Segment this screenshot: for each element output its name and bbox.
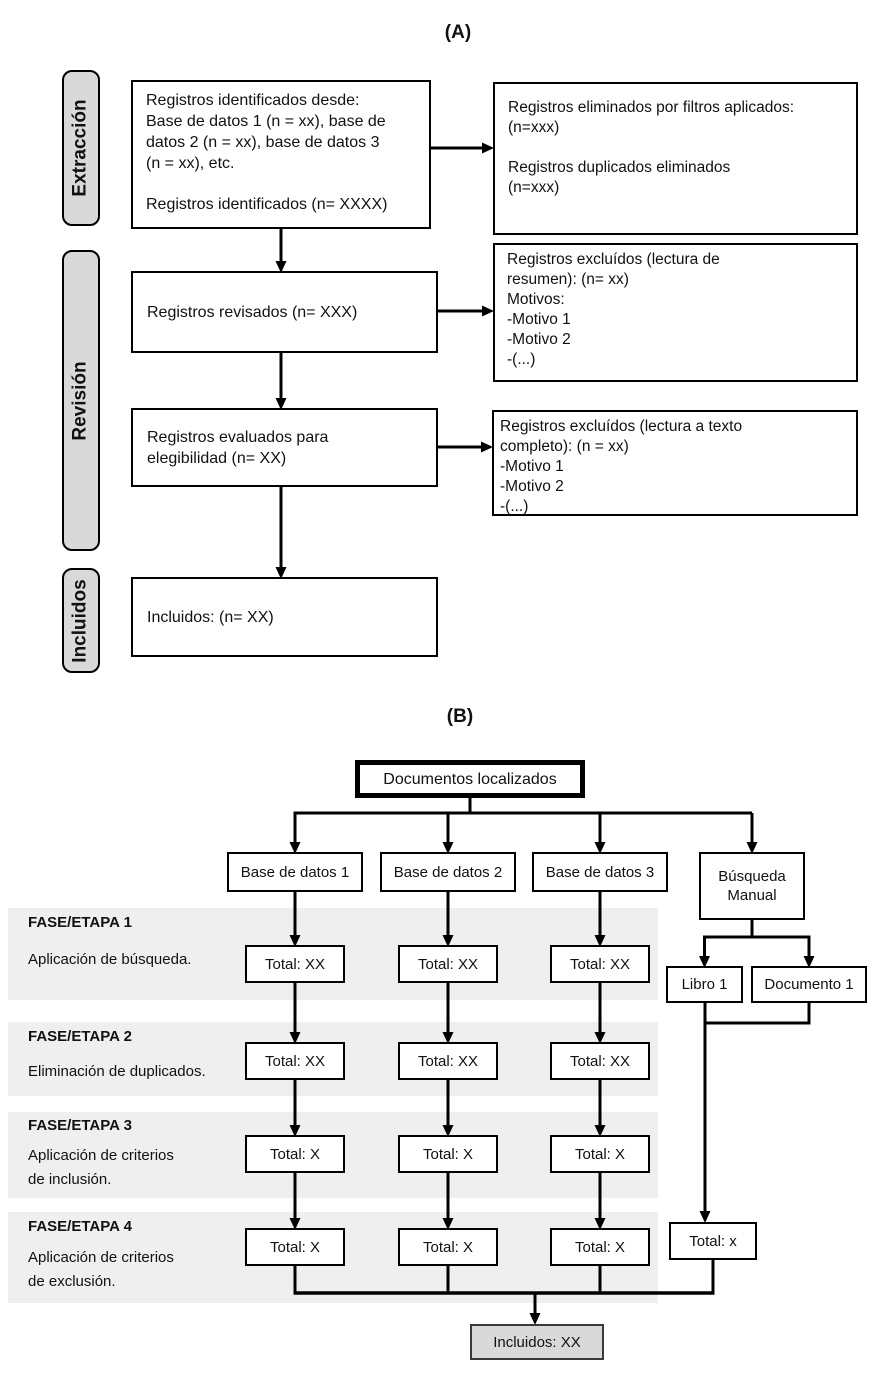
total-box-phase2-db2: [398, 1042, 498, 1080]
box-text-line: (n = xx), etc.: [146, 155, 235, 172]
box-text-line: -Motivo 1: [507, 311, 571, 328]
total-label: Total: XX: [417, 1052, 479, 1070]
total-label: Total: XX: [264, 1052, 326, 1070]
total-box-phase3-db2: [398, 1135, 498, 1173]
total-box-phase3-db3: [550, 1135, 650, 1173]
box-excluidos-texto-completo: [492, 410, 858, 516]
box-text-line: Incluidos: (n= XX): [147, 608, 274, 626]
total-box-phase4-db3: [550, 1228, 650, 1266]
database-label: Base de datos 1: [240, 863, 350, 881]
total-box-manual: [669, 1222, 757, 1260]
box-text-line: Registros excluídos (lectura de: [507, 251, 720, 268]
box-eliminados-filtros: [493, 82, 858, 235]
box-text-line: -Motivo 2: [500, 478, 564, 495]
stage-incluidos: [62, 568, 100, 673]
total-box-phase4-db1: [245, 1228, 345, 1266]
box-text-line: (n=xxx): [508, 119, 560, 136]
total-label: Total: X: [574, 1238, 626, 1256]
total-label: Total: X: [574, 1145, 626, 1163]
box-text-line: [146, 174, 417, 194]
box-documentos-localizados: [355, 760, 585, 798]
box-text-line: completo): (n = xx): [500, 438, 629, 455]
box-text-line: -Motivo 1: [500, 458, 564, 475]
phase-2-desc: Eliminación de duplicados.: [28, 1063, 206, 1080]
box-text-line: Registros duplicados eliminados: [508, 158, 731, 176]
manual-search-line: Búsqueda: [718, 868, 786, 885]
box-text-line: Motivos:: [507, 291, 565, 308]
phase-1-title: FASE/ETAPA 1: [28, 914, 132, 931]
box-text-line: [508, 138, 846, 158]
box-text-line: Base de datos 1 (n = xx), base de: [146, 113, 386, 130]
total-label: Total: XX: [264, 955, 326, 973]
box-text-line: Registros identificados desde:: [146, 92, 360, 109]
total-label: Total: x: [689, 1232, 737, 1250]
box-busqueda-manual: [699, 852, 805, 920]
phase-4-desc: [28, 1246, 174, 1294]
box-text-line: -Motivo 2: [507, 331, 571, 348]
box-text-line: Registros eliminados por filtros aplicados:: [508, 99, 795, 116]
phase-3-title: FASE/ETAPA 3: [28, 1117, 132, 1134]
total-box-phase1-db1: [245, 945, 345, 983]
phase-desc-line: Aplicación de criterios: [28, 1147, 174, 1164]
stage-revision-label: Revisión: [70, 360, 92, 441]
box-incluidos-a: [131, 577, 438, 657]
database-label: Base de datos 3: [545, 863, 655, 881]
box-base-datos-3: [532, 852, 668, 892]
box-text-line: Registros revisados (n= XXX): [147, 303, 358, 321]
total-box-phase1-db2: [398, 945, 498, 983]
panel-b-label: (B): [446, 706, 474, 727]
total-label: Total: XX: [417, 955, 479, 973]
phase-desc-line: de inclusión.: [28, 1171, 112, 1188]
manual-child-label: Documento 1: [764, 976, 854, 993]
database-label: Base de datos 2: [393, 863, 503, 881]
box-text-line: Registros identificados (n= XXXX): [146, 196, 388, 214]
box-libro-1: [666, 966, 743, 1003]
total-box-phase3-db1: [245, 1135, 345, 1173]
box-text-line: Registros excluídos (lectura a texto: [500, 418, 743, 435]
box-documento-1: [751, 966, 867, 1003]
total-box-phase1-db3: [550, 945, 650, 983]
total-label: Total: X: [269, 1238, 321, 1256]
box-text-line: datos 2 (n = xx), base de datos 3: [146, 134, 380, 151]
box-base-datos-2: [380, 852, 516, 892]
box-text-line: resumen): (n= xx): [507, 271, 629, 288]
total-label: Total: X: [269, 1145, 321, 1163]
box-text-line: (n=xxx): [508, 178, 560, 196]
stage-incluidos-label: Incluidos: [70, 578, 91, 663]
phase-3-desc: [28, 1144, 174, 1192]
stage-revision: [62, 250, 100, 551]
box-text-line: elegibilidad (n= XX): [147, 449, 287, 467]
phase-4-title: FASE/ETAPA 4: [28, 1218, 132, 1235]
box-text-line: -(...): [507, 351, 536, 368]
panel-a-label: (A): [444, 22, 472, 43]
box-incluidos-final: [470, 1324, 604, 1360]
manual-search-line: Manual: [727, 887, 777, 904]
box-text-line: Registros evaluados para: [147, 428, 329, 446]
included-label: Incluidos: XX: [493, 1333, 581, 1351]
total-label: Total: XX: [569, 955, 631, 973]
box-text-line: -(...): [500, 498, 529, 515]
box-registros-evaluados: [131, 408, 438, 487]
box-base-datos-1: [227, 852, 363, 892]
stage-extraccion-label: Extracción: [70, 99, 91, 197]
stage-extraccion: [62, 70, 100, 226]
total-label: Total: XX: [569, 1052, 631, 1070]
total-label: Total: X: [422, 1145, 474, 1163]
root-label: Documentos localizados: [383, 770, 557, 788]
phase-desc-line: Aplicación de criterios: [28, 1249, 174, 1266]
box-excluidos-resumen: [493, 243, 858, 382]
total-box-phase2-db1: [245, 1042, 345, 1080]
phase-2-title: FASE/ETAPA 2: [28, 1028, 132, 1045]
total-box-phase2-db3: [550, 1042, 650, 1080]
phase-1-desc: Aplicación de búsqueda.: [28, 951, 192, 968]
box-registros-identificados: [131, 80, 431, 229]
box-registros-revisados: [131, 271, 438, 353]
phase-desc-line: de exclusión.: [28, 1273, 116, 1290]
total-box-phase4-db2: [398, 1228, 498, 1266]
total-label: Total: X: [422, 1238, 474, 1256]
manual-child-label: Libro 1: [681, 976, 728, 993]
